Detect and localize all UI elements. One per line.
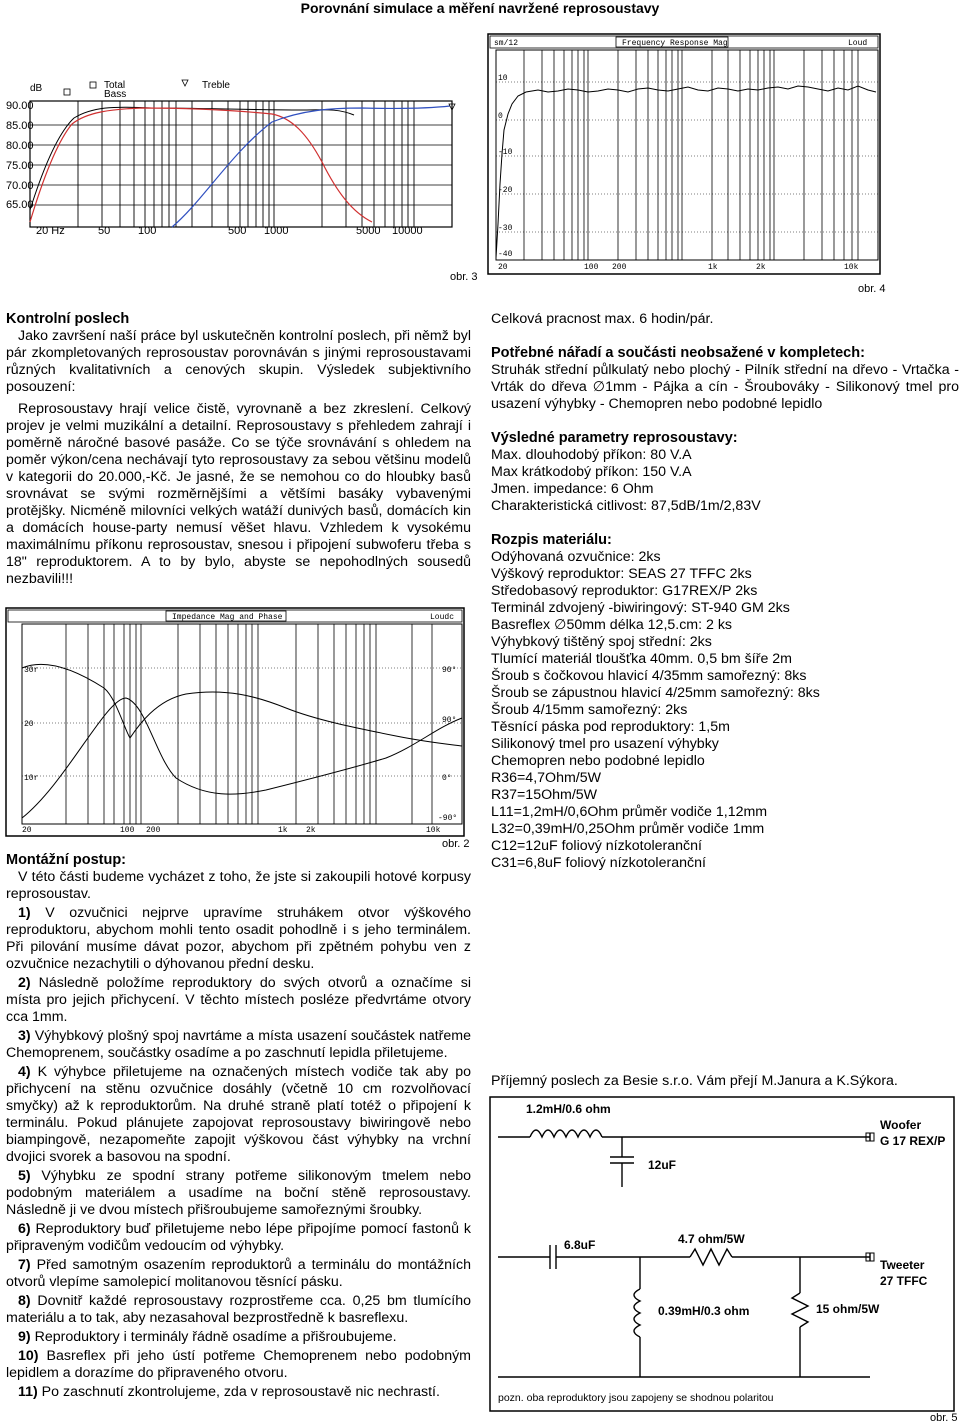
figure-simulation (2, 22, 478, 284)
svg-text:1k: 1k (278, 826, 288, 835)
paragraph-intro: V této části budeme vycházet z toho, že jste si zakoupili hotové korpusy reprosoustav. (6, 869, 471, 902)
label-woofer-model: G 17 REX/P (880, 1134, 946, 1148)
svg-text:-40: -40 (498, 250, 513, 259)
step-5: 5) Výhybku ze spodní strany potřeme silikonovým tmelem nebo podobným materiálem a usadíme na boční stěně reprosoustavy. Následně ji ve dvou místech přišroubujeme samořeznými šroubky. (6, 1168, 471, 1218)
heading-rozpis: Rozpis materiálu: (491, 532, 612, 548)
svg-text:20: 20 (24, 720, 34, 729)
label-l039: 0.39mH/0.3 ohm (658, 1304, 750, 1318)
svg-text:10k: 10k (844, 263, 859, 272)
svg-text:90°: 90° (442, 716, 457, 725)
svg-text:85.00: 85.00 (6, 120, 34, 132)
rozpis-16: L11=1,2mH/0,6Ohm průměr vodiče 1,12mm (491, 804, 768, 820)
svg-text:90°: 90° (442, 666, 457, 675)
rozpis-18: C12=12uF foliový nízkotoleranční (491, 838, 702, 854)
svg-text:20: 20 (498, 263, 508, 272)
closing-line: Příjemný poslech za Besie s.r.o. Vám přejí M.Janura a K.Sýkora. (491, 1073, 898, 1089)
svg-text:500: 500 (228, 225, 247, 237)
legend-bass: Bass (104, 89, 127, 100)
svg-text:-20: -20 (498, 186, 513, 195)
label-c68: 6.8uF (564, 1238, 596, 1252)
param-2: Max krátkodobý příkon: 150 V.A (491, 464, 692, 480)
rozpis-15: R37=15Ohm/5W (491, 787, 598, 803)
svg-text:65.00: 65.00 (6, 199, 34, 211)
figure-5-caption: obr. 5 (930, 1412, 958, 1424)
label-r47: 4.7 ohm/5W (678, 1232, 745, 1246)
svg-text:0°: 0° (442, 774, 452, 783)
rozpis-4: Terminál zdvojený -biwiringový: ST-940 GM 2ks (491, 600, 790, 616)
svg-text:-30: -30 (498, 224, 513, 233)
svg-text:5000: 5000 (356, 225, 381, 237)
header-left: sm/12 (494, 39, 519, 48)
svg-text:100: 100 (138, 225, 157, 237)
rozpis-8: Šroub s čočkovou hlavicí 4/35mm samořezný: 8ks (491, 668, 807, 684)
rozpis-14: R36=4,7Ohm/5W (491, 770, 602, 786)
svg-text:10000: 10000 (392, 225, 423, 237)
rozpis-19: C31=6,8uF foliový nízkotoleranční (491, 855, 706, 871)
paragraph-kontrolni-1: Jako završení naší práce byl uskutečněn kontrolní poslech, při němž byl pár zkompletovaných reprosoustav porovnáván s jinými reprosoustavami různých kvalitativních a cenových skupin. Výsledek subjektivního posouzení: (6, 328, 471, 395)
legend-total: Total (104, 80, 126, 91)
heading-naradi: Potřebné nářadí a součásti neobsažené v kompletech: (491, 345, 865, 361)
step-10: 10) Basreflex při jeho ústí potřeme Chemoprenem nebo podobným lepidlem a dorazíme do připraveného otvoru. (6, 1348, 471, 1381)
rozpis-7: Tlumící materiál tloušťka 40mm. 0,5 bm šíře 2m (491, 651, 792, 667)
header-title: Frequency Response Mag (622, 39, 728, 48)
figure-crossover-schematic (490, 1097, 954, 1411)
step-8: 8) Dovnitř každé reprosoustavy rozprostřeme cca. 0,25 bm tlumícího materiálu a to tak, aby nezasahoval bezprostředně k basreflexu. (6, 1293, 471, 1326)
paragraph-naradi: Struhák střední půlkulatý nebo plochý - Pilník střední na dřevo - Vrtačka - Vrták do dřeva ∅1mm - Pájka a cín - Šroubováky - Silikonový tmel pro usazení výhybky - Chemopren nebo podobné lepidlo (491, 362, 959, 412)
param-4: Charakteristická citlivost: 87,5dB/1m/2,83V (491, 498, 761, 514)
step-6: 6) Reproduktory buď přiletujeme nebo lépe připojíme pomocí fastonů k připraveným vodičům vedoucím od výhybky. (6, 1221, 471, 1254)
label-l1: 1.2mH/0.6 ohm (526, 1102, 611, 1116)
svg-text:1000: 1000 (264, 225, 289, 237)
rozpis-10: Šroub 4/15mm samořezný: 2ks (491, 702, 688, 718)
svg-text:90.00: 90.00 (6, 100, 34, 112)
svg-text:80.00: 80.00 (6, 140, 34, 152)
svg-text:30r: 30r (24, 666, 39, 675)
figure-2-caption: obr. 2 (442, 838, 470, 850)
step-7: 7) Před samotným osazením reproduktorů a terminálu do montážních otvorů vlepíme samolepicí molitanovou těsnící pásku. (6, 1257, 471, 1290)
svg-text:100: 100 (120, 826, 135, 835)
step-9: 9) Reproduktory i terminály řádně osadíme a přišroubujeme. (18, 1329, 397, 1345)
step-3: 3) Výhybkový plošný spoj navrtáme a místa usazení součástek natřeme Chemoprenem, součástky osadíme a po zaschnutí lepidla přiletujeme. (6, 1028, 471, 1061)
svg-text:2k: 2k (306, 826, 316, 835)
svg-text:100: 100 (584, 263, 599, 272)
label-tweeter-model: 27 TFFC (880, 1274, 928, 1288)
rozpis-9: Šroub se zápustnou hlavicí 4/25mm samořezný: 8ks (491, 685, 820, 701)
svg-text:75.00: 75.00 (6, 160, 34, 172)
rozpis-2: Výškový reproduktor: SEAS 27 TFFC 2ks (491, 566, 752, 582)
figure-4-caption: obr. 4 (858, 283, 886, 295)
svg-text:10k: 10k (426, 826, 441, 835)
param-3: Jmen. impedance: 6 Ohm (491, 481, 654, 497)
svg-text:70.00: 70.00 (6, 180, 34, 192)
svg-text:20: 20 (22, 826, 32, 835)
page-title: Porovnání simulace a měření navržené reprosoustavy (300, 0, 660, 16)
svg-text:-10: -10 (498, 148, 513, 157)
rozpis-12: Silikonový tmel pro usazení výhybky (491, 736, 719, 752)
heading-kontrolni: Kontrolní poslech (6, 311, 130, 327)
legend-db: dB (30, 83, 43, 94)
step-2: 2) Následně položíme reproduktory do svých otvorů a označíme si místa pro jejich přichycení. V těchto místech posléze předvrtáme otvory cca 1mm. (6, 975, 471, 1025)
step-1: 1) V ozvučnici nejprve upravíme struhákem otvor výškového reproduktoru, abychom mohli tento osadit pohodlně i s jeho terminálem. Při pilování musíme dávat pozor, abychom při zpětném pohybu ven z ozvučnice nezachytili o dýhovanou přední desku. (6, 905, 471, 972)
rozpis-1: Odýhovaná ozvučnice: 2ks (491, 549, 661, 565)
step-11: 11) Po zaschnutí zkontrolujeme, zda v reprosoustavě nic nechrastí. (18, 1384, 440, 1400)
param-1: Max. dlouhodobý příkon: 80 V.A (491, 447, 692, 463)
svg-text:200: 200 (612, 263, 627, 272)
header-right: Loud (848, 39, 868, 48)
schematic-note: pozn. oba reproduktory jsou zapojeny se shodnou polaritou (498, 1392, 774, 1404)
rozpis-13: Chemopren nebo podobné lepidlo (491, 753, 705, 769)
svg-text:20 Hz: 20 Hz (36, 225, 65, 237)
label-r15: 15 ohm/5W (816, 1302, 880, 1316)
right-column (491, 311, 959, 872)
heading-montaz: Montážní postup: (6, 852, 127, 868)
svg-text:200: 200 (146, 826, 161, 835)
rozpis-11: Těsnící páska pod reproduktory: 1,5m (491, 719, 730, 735)
legend-treble: Treble (202, 80, 230, 91)
rozpis-17: L32=0,39mH/0,25Ohm průměr vodiče 1mm (491, 821, 765, 837)
pracnost: Celková pracnost max. 6 hodin/pár. (491, 311, 714, 327)
left-column-upper (6, 311, 471, 588)
label-c12: 12uF (648, 1158, 677, 1172)
figure-frequency-response (488, 34, 880, 274)
svg-text:10r: 10r (24, 774, 39, 783)
svg-text:50: 50 (98, 225, 111, 237)
header-title: Impedance Mag and Phase (172, 613, 283, 622)
rozpis-6: Výhybkový tištěný spoj střední: 2ks (491, 634, 712, 650)
svg-text:-90°: -90° (438, 814, 458, 823)
header-right: Loudc (430, 613, 455, 622)
label-woofer: Woofer (880, 1118, 922, 1132)
label-tweeter: Tweeter (880, 1258, 925, 1272)
svg-text:2k: 2k (756, 263, 766, 272)
rozpis-3: Středobasový reproduktor: G17REX/P 2ks (491, 583, 758, 599)
paragraph-kontrolni-2: Reprosoustavy hrají velice čistě, vyrovnaně a bez zkreslení. Celkový projev je velmi muzikální a detailní. Reprosoustavy s přehledem zahrají i poměrně náročné basové pasáže. Co se týče srovnávání s ohledem na poměr výkon/cena nechávají tyto reprosoustavy za sebou většinu modelů v kategorii do 20.000,-Kč. Je jasné, že se nemohou co do hloubky basů srovnávat se svými rozměrnějšími a většími basáky vybavenými protějšky. Nicméně milovníci velkých watáží dunivých basů, domácích kin a domácích house-party nemusí věšet hlavu. Vzhledem k vysokému maximálnímu příkonu reprosoustav, snesou i připojení subwoferu třeba s 18" reproduktorem. A to by bylo, abyste se nepohodlných sousedů nezbavili!!! (6, 401, 471, 587)
step-4: 4) K výhybce přiletujeme na označených místech vodiče tak aby po přichycení na stěnu ozvučnice dosáhly (včetně 10 cm rozvolňovací smyčky) až k reproduktorům. Na druhé straně platí totéž o připojení k terminálu. Pokud plánujete zapojovat reprosoustavy biwiringově nebo biampingově, nezapomeňte zapojit výškovou část výhybky na vrchní dvojici svorek a basovou na spodní. (6, 1064, 471, 1165)
figure-impedance (6, 608, 464, 836)
left-column-lower (6, 852, 471, 1401)
svg-text:1k: 1k (708, 263, 718, 272)
heading-parametry: Výsledné parametry reprosoustavy: (491, 430, 738, 446)
rozpis-5: Basreflex ∅50mm délka 12,5.cm: 2 ks (491, 617, 733, 633)
figure-caption: obr. 3 (450, 271, 478, 283)
svg-text:0: 0 (498, 112, 503, 121)
svg-text:10: 10 (498, 74, 508, 83)
